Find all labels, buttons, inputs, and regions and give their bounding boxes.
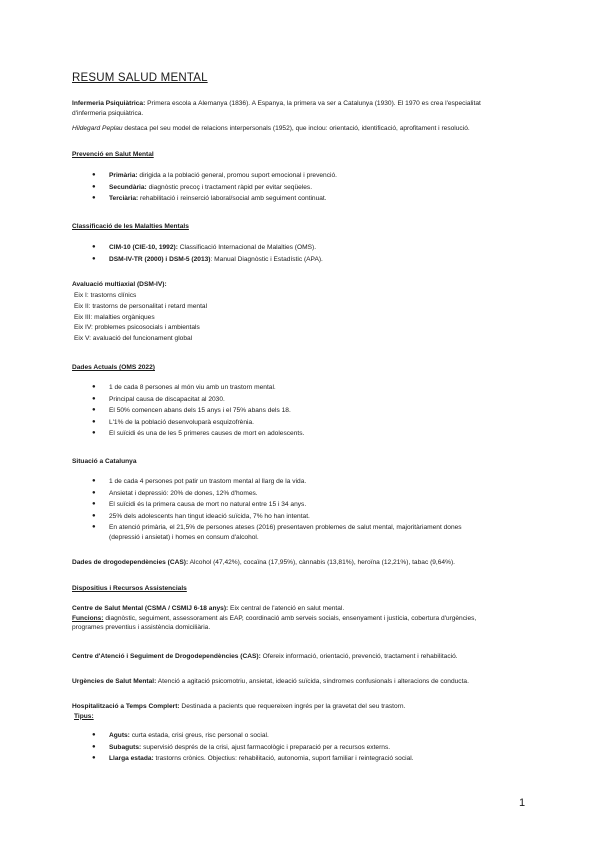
- bullet-icon: ●: [92, 732, 96, 738]
- bullet-icon: ●: [92, 195, 96, 202]
- item-label: Aguts:: [109, 732, 130, 739]
- urgencies-block: [72, 677, 532, 687]
- bullet-icon: ●: [92, 501, 96, 508]
- item-text: diagnòstic precoç i tractament ràpid per evitar seqüeles.: [146, 183, 313, 191]
- bullet-icon: ●: [92, 755, 96, 762]
- bullet-icon: ●: [92, 478, 96, 484]
- list-item: [92, 254, 323, 266]
- csm-text: Eix central de l'atenció en salut mental.: [228, 605, 345, 612]
- dades-drogues: [72, 558, 532, 568]
- heading-dades: Dades Actuals (OMS 2022): [72, 364, 155, 371]
- list-item: [92, 182, 337, 194]
- heading-classificacio: Classificació de les Malalties Mentals: [72, 223, 189, 230]
- item-text: El suïcidi és una de les 5 primeres causes de mort en adolescents.: [109, 430, 305, 438]
- cas-block: [72, 652, 532, 662]
- bullet-icon: ●: [92, 244, 96, 250]
- item-label: Secundària:: [109, 183, 147, 191]
- item-text: 1 de cada 4 persones pot patir un trastorn mental al llarg de la vida.: [109, 478, 307, 485]
- item-label: Subaguts:: [109, 743, 142, 751]
- bullet-icon: ●: [92, 743, 96, 750]
- item-text: 1 de cada 8 persones al món viu amb un trastorn mental.: [109, 384, 276, 391]
- intro-peplau: [72, 124, 532, 134]
- list-catalunya: [92, 476, 462, 544]
- hosp-text: Destinada a pacients que requereixen ingrés per la gravetat del seu trastorn.: [179, 703, 406, 710]
- item-text: El suïcidi és la primera causa de mort no natural entre 15 i 34 anys.: [109, 501, 307, 509]
- list-eixos: [74, 291, 207, 345]
- list-item: [92, 405, 304, 417]
- item-text-2: (depressió i ansietat) i homes en consum d'alcohol.: [109, 534, 259, 542]
- item-label: Terciària:: [109, 195, 139, 203]
- item-label: Llarga estada:: [109, 755, 154, 763]
- item-text: rehabilitació i reinserció laboral/social amb seguiment continuat.: [138, 195, 327, 203]
- bullet-icon: ●: [92, 384, 96, 390]
- intro-peplau-author: Hildegard Peplau: [72, 125, 123, 132]
- list-dades: [92, 382, 304, 440]
- list-item: [92, 742, 414, 754]
- item-text: dirigida a la població general, promou suport emocional i prevenció.: [137, 172, 337, 179]
- eix-item: Eix III: malalties orgàniques: [74, 313, 155, 321]
- list-prevencio: [92, 170, 337, 205]
- heading-catalunya: Situació a Catalunya: [72, 458, 137, 465]
- list-item: [92, 394, 304, 406]
- list-classificacio: [92, 242, 323, 265]
- item-label: Primària:: [109, 172, 138, 179]
- csm-funcions-text-2: programes preventius i assistència domiciliària.: [72, 624, 211, 631]
- document-title: RESUM SALUD MENTAL: [72, 72, 208, 84]
- intro-infermeria-label: Infermeria Psiquiàtrica:: [72, 100, 146, 107]
- cas-label: Centre d'Atenció i Seguiment de Drogodependències (CAS):: [72, 653, 261, 660]
- bullet-icon: ●: [92, 430, 96, 437]
- hosp-tipus-label: Tipus:: [74, 712, 94, 720]
- item-text: Classificació Internacional de Malalties (OMS).: [177, 244, 317, 251]
- bullet-icon: ●: [92, 172, 96, 178]
- eix-item: Eix I: trastorns clínics: [74, 292, 137, 299]
- item-text: curta estada, crisi greus, risc personal o social.: [129, 732, 269, 739]
- list-item: [92, 242, 323, 254]
- bullet-icon: ●: [92, 407, 96, 414]
- urgencies-label: Urgències de Salut Mental:: [72, 678, 157, 685]
- item-text: trastorns crònics. Objectius: rehabilitació, autonomia, suport familiar i reintegració social.: [153, 755, 414, 763]
- intro-infermeria: [72, 99, 532, 118]
- page-number: 1: [519, 797, 526, 809]
- dades-drogues-text: Alcohol (47,42%), cocaïna (17,95%), cànnabis (13,81%), heroïna (12,21%), tabac (9,64%).: [188, 559, 455, 566]
- item-text: En atenció primària, el 21,5% de persones ateses (2016) presentaven problemes de salut mental, majoritàriament dones: [109, 524, 462, 532]
- list-item: [92, 730, 414, 742]
- item-label: DSM-IV-TR (2000) i DSM-5 (2013): [109, 255, 211, 263]
- dades-drogues-label: Dades de drogodependències (CAS):: [72, 559, 189, 566]
- bullet-icon: ●: [92, 524, 96, 531]
- csm-label: Centre de Salut Mental (CSMA / CSMIJ 6-18 anys):: [72, 605, 229, 612]
- list-item: [92, 428, 304, 440]
- list-item: [92, 382, 304, 394]
- item-text: Ansietat i depressió: 20% de dones, 12% d'homes.: [109, 489, 258, 497]
- item-text: 25% dels adolescents han tingut ideació suïcida, 7% ho han intentat.: [109, 512, 310, 520]
- item-text: : Manual Diagnòstic i Estadístic (APA).: [210, 255, 323, 263]
- eix-item: Eix II: trastorns de personalitat i retard mental: [74, 302, 208, 310]
- urgencies-text: Atenció a agitació psicomotriu, ansietat, ideació suïcida, síndromes confusionals i alteracions de conducta.: [156, 678, 469, 685]
- csm-block: [72, 604, 532, 633]
- csm-funcions-label: Funcions:: [72, 614, 104, 622]
- list-item: [92, 476, 462, 488]
- intro-infermeria-text: Primera escola a Alemanya (1836). A Espanya, la primera va ser a Catalunya (1930). El 1970 es crea l'especialitat: [145, 100, 481, 107]
- bullet-icon: ●: [92, 418, 96, 425]
- hosp-block: [72, 702, 532, 721]
- bullet-icon: ●: [92, 395, 96, 402]
- bullet-icon: ●: [92, 489, 96, 496]
- list-item: [92, 522, 462, 544]
- intro-infermeria-text-2: d'infermeria psiquiàtrica.: [72, 109, 144, 117]
- list-item: [92, 488, 462, 500]
- item-text: L'1% de la població desenvoluparà esquizofrènia.: [109, 418, 254, 426]
- item-text: supervisió després de la crisi, ajust farmacològic i preparació per a recursos externs.: [141, 743, 391, 751]
- cas-text: Ofereix informació, orientació, prevenció, tractament i rehabilitació.: [260, 653, 458, 660]
- heading-prevencio: Prevenció en Salut Mental: [72, 151, 154, 158]
- item-text: Principal causa de discapacitat al 2030.: [109, 395, 225, 403]
- list-item: [92, 417, 304, 429]
- bullet-icon: ●: [92, 255, 96, 262]
- heading-avaluacio: Avaluació multiaxial (DSM-IV):: [72, 281, 167, 288]
- intro-peplau-text: destaca pel seu model de relacions interpersonals (1952), que inclou: orientació, identificació, aprofitament i resolució.: [122, 125, 470, 132]
- item-label: CIM-10 (CIE-10, 1992):: [109, 244, 178, 251]
- list-item: [92, 499, 462, 511]
- list-item: [92, 170, 337, 182]
- csm-funcions-text: diagnòstic, seguiment, assessorament als EAP, coordinació amb serveis socials, ensenyament i justícia, cobertura d'urgències,: [103, 614, 477, 622]
- list-item: [92, 193, 337, 205]
- bullet-icon: ●: [92, 183, 96, 190]
- list-item: [92, 753, 414, 765]
- eix-item: Eix V: avaluació del funcionament global: [74, 335, 193, 343]
- bullet-icon: ●: [92, 512, 96, 519]
- list-item: [92, 511, 462, 523]
- heading-dispositius: Dispositius i Recursos Assistencials: [72, 585, 187, 592]
- item-text: El 50% comencen abans dels 15 anys i el 75% abans dels 18.: [109, 407, 291, 415]
- eix-item: Eix IV: problemes psicosocials i ambientals: [74, 324, 200, 332]
- list-hosp-tipus: [92, 730, 414, 765]
- hosp-label: Hospitalització a Temps Complert:: [72, 703, 180, 710]
